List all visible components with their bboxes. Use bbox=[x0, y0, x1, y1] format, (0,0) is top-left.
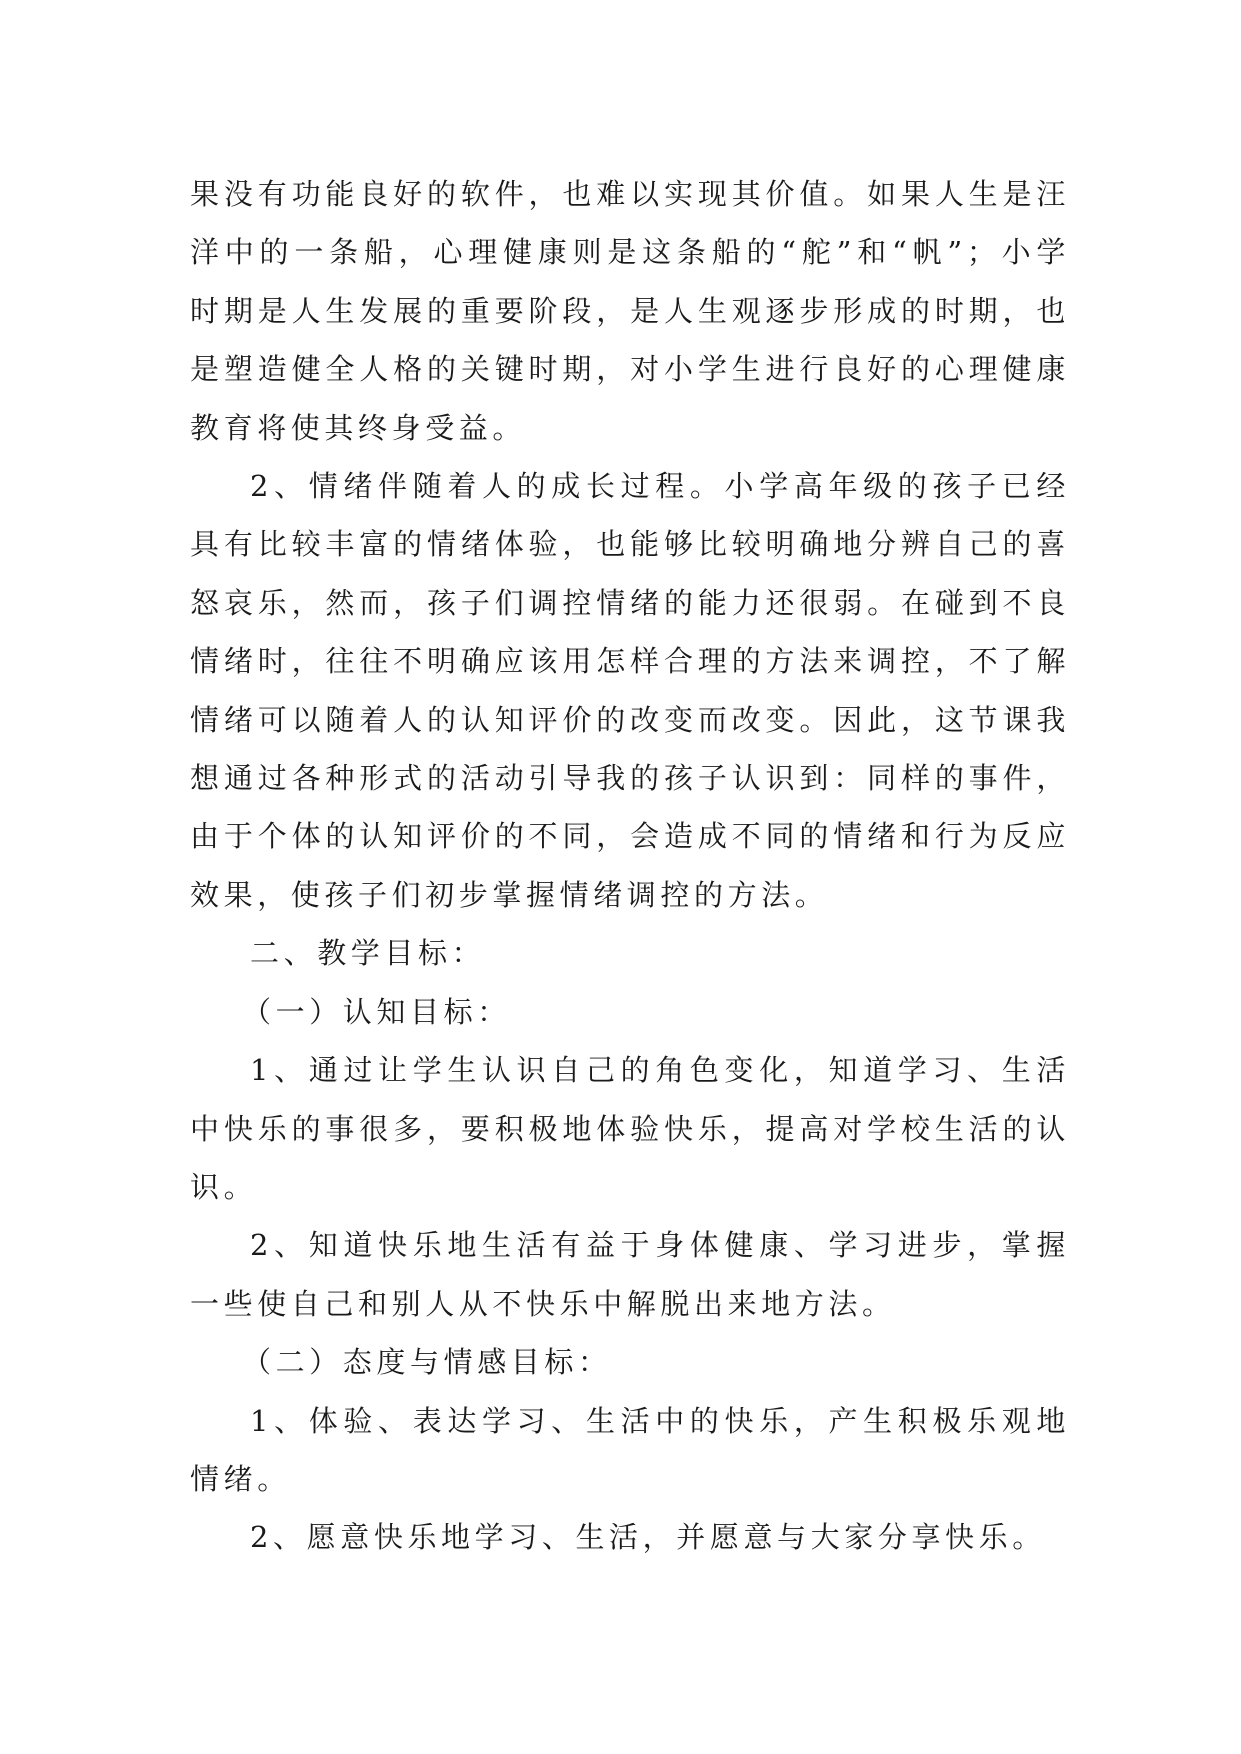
paragraph-attitude-goal-2: 2、愿意快乐地学习、生活，并愿意与大家分享快乐。 bbox=[250, 1520, 1046, 1555]
heading-teaching-goals: 二、教学目标： bbox=[250, 936, 486, 971]
subheading-attitude-goals: （二）态度与情感目标： bbox=[242, 1345, 612, 1380]
paragraph-software-value: 果没有功能良好的软件，也难以实现其价值。如果人生是汪洋中的一条船，心理健康则是这条船的“舵”和“帆”；小学时期是人生发展的重要阶段，是人生观逐步形成的时期，也是塑造健全人格的关键时期，对小学生进行良好的心理健康教育将使其终身受益。 bbox=[190, 177, 1070, 445]
paragraph-cognitive-goal-2: 2、知道快乐地生活有益于身体健康、学习进步，掌握一些使自己和别人从不快乐中解脱出来地方法。 bbox=[190, 1228, 1070, 1321]
paragraph-cognitive-goal-1: 1、通过让学生认识自己的角色变化，知道学习、生活中快乐的事很多，要积极地体验快乐，提高对学校生活的认识。 bbox=[190, 1053, 1070, 1204]
document-page bbox=[190, 165, 1070, 1567]
subheading-cognitive-goals: （一）认知目标： bbox=[242, 994, 511, 1029]
paragraph-attitude-goal-1: 1、体验、表达学习、生活中的快乐，产生积极乐观地情绪。 bbox=[190, 1403, 1070, 1496]
paragraph-emotion-growth: 2、情绪伴随着人的成长过程。小学高年级的孩子已经具有比较丰富的情绪体验，也能够比较明确地分辨自己的喜怒哀乐，然而，孩子们调控情绪的能力还很弱。在碰到不良情绪时，往往不明确应该用怎样合理的方法来调控，不了解情绪可以随着人的认知评价的改变而改变。因此，这节课我想通过各种形式的活动引导我的孩子认识到：同样的事件，由于个体的认知评价的不同，会造成不同的情绪和行为反应效果，使孩子们初步掌握情绪调控的方法。 bbox=[190, 469, 1070, 912]
